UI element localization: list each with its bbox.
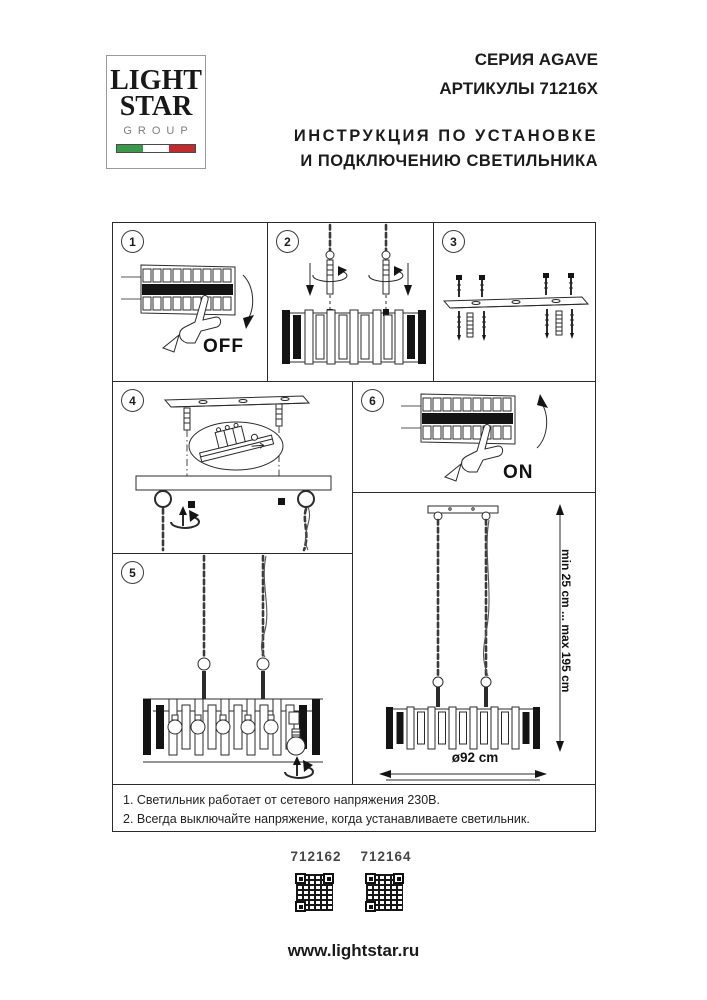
step-6-panel [352,381,596,493]
mounting-bracket [444,297,588,308]
step-1-panel [112,222,268,382]
flag-white [143,145,169,152]
note-2: 2. Всегда выключайте напряжение, когда устанавливаете светильник. [123,812,530,826]
terminal-block-magnifier [189,416,283,470]
safety-notes [112,784,596,832]
chandelier-drum [386,707,540,780]
on-label: ON [503,462,534,483]
canopy-bar [136,476,331,490]
rotate-arrow-icon [171,506,199,528]
arrow-down-icon [243,275,254,329]
circuit-breaker [401,394,515,444]
wiring-canopy-illustration [113,382,352,553]
flag-red [169,145,195,152]
rings-and-chains [155,491,314,550]
articles-title: АРТИКУЛЫ 71216X [439,79,598,98]
chandelier-drum [282,309,426,364]
step-2-panel [267,222,434,382]
suspension-chains [326,225,390,259]
step-4-badge: 4 [121,389,144,412]
height-range-label: min 25 cm ... max 195 cm [559,549,573,693]
qr-finder [295,873,306,884]
arrow-up-icon [537,394,548,448]
step-4-panel [112,381,353,554]
qr-finder [365,873,376,884]
qr-finder [393,873,404,884]
logo-word-light: LIGHT [110,65,202,96]
diameter-dimension-arrow [379,770,547,778]
qr-label-712164: 712164 [360,849,412,864]
flag-green [117,145,143,152]
step-5-badge: 5 [121,561,144,584]
hanging-fixture-illustration [113,554,352,784]
circuit-breaker [121,265,235,315]
qr-code-712164 [366,874,403,911]
step-6-badge: 6 [361,389,384,412]
lightstar-logo [106,55,206,169]
instruction-title-line2: И ПОДКЛЮЧЕНИЮ СВЕТИЛЬНИКА [300,152,598,170]
qr-finder [365,901,376,912]
qr-finder [323,873,334,884]
italian-flag-icon [116,144,196,153]
qr-finder [295,901,306,912]
step-3-panel [433,222,596,382]
logo-word-group: GROUP [123,125,194,137]
step-2-badge: 2 [276,230,299,253]
qr-code-712162 [296,874,333,911]
set-screw-left [188,501,195,508]
screws-above [456,273,574,297]
qr-label-712162: 712162 [290,849,342,864]
diameter-label: ø92 cm [451,750,499,765]
suspension-chains [198,556,269,699]
dimensions-panel [352,492,596,785]
note-1: 1. Светильник работает от сетевого напряжения 230В. [123,793,440,807]
set-screw-right [278,498,285,505]
threaded-rods [327,260,389,309]
ceiling-bracket [165,396,309,407]
header-text [294,50,598,171]
instruction-title-line1: ИНСТРУКЦИЯ ПО УСТАНОВКЕ [293,127,598,145]
step-3-badge: 3 [442,230,465,253]
step-1-badge: 1 [121,230,144,253]
bulb-being-installed [285,712,313,778]
screws-and-anchors-below [457,309,574,341]
off-label: OFF [203,336,244,357]
website-url: www.lightstar.ru [287,941,420,960]
breaker-on-illustration [353,382,595,492]
suspension-chains [433,512,491,707]
step-5-panel [112,553,353,785]
logo-word-star: STAR [119,91,193,122]
series-title: СЕРИЯ AGAVE [474,50,598,69]
